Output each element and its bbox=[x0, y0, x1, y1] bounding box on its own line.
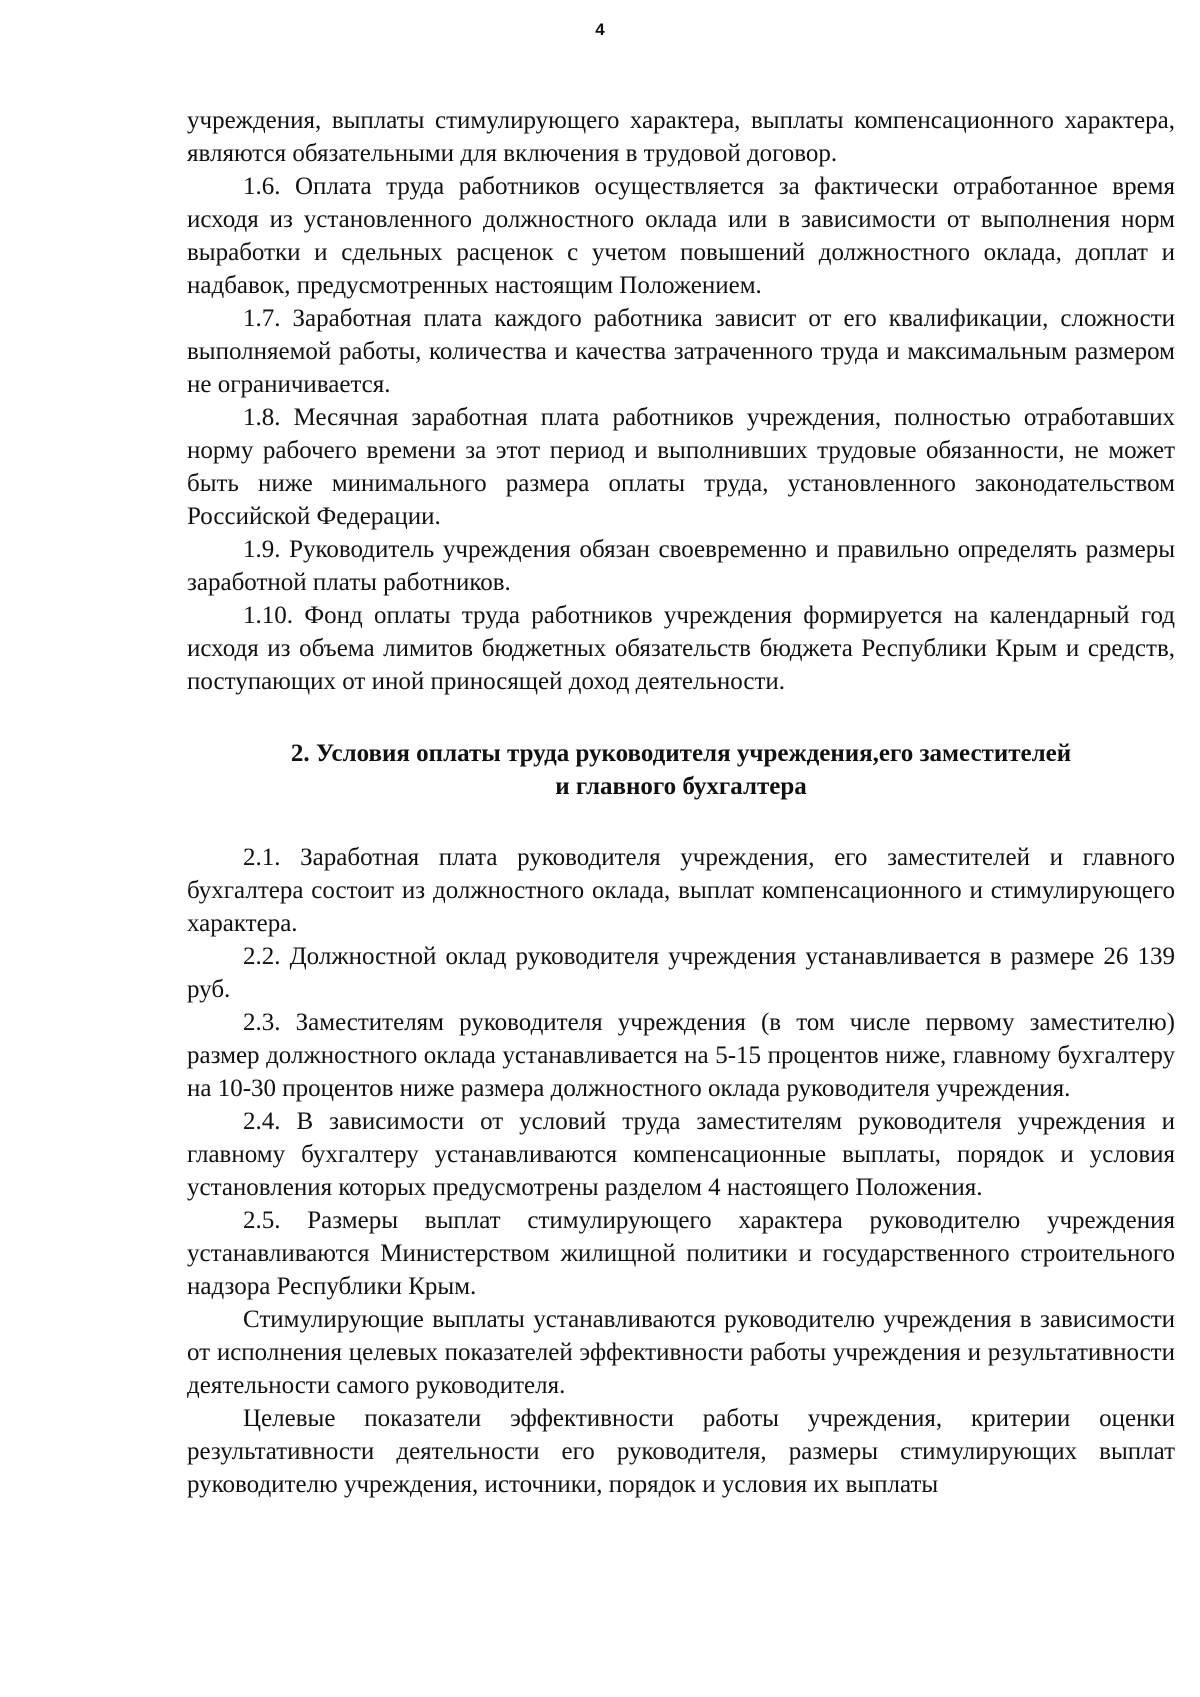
paragraph-incentive-payments: Стимулирующие выплаты устанавливаются руководителю учреждения в зависимости от исполнения целевых показателей эффективности работы учреждения и результативности деятельности самого руководителя. bbox=[187, 1306, 1175, 1399]
clause-2-4: 2.4. В зависимости от условий труда заместителям руководителя учреждения и главному бухгалтеру устанавливаются компенсационные выплаты, порядок и условия установления которых предусмотрены разделом 4 настоящего Положения. bbox=[187, 1108, 1175, 1201]
section-2-heading-line-2: и главного бухгалтера bbox=[555, 773, 807, 800]
clause-2-1: 2.1. Заработная плата руководителя учреждения, его заместителей и главного бухгалтера состоит из должностного оклада, выплат компенсационного и стимулирующего характера. bbox=[187, 844, 1175, 937]
paragraph-continuation: учреждения, выплаты стимулирующего характера, выплаты компенсационного характера, являются обязательными для включения в трудовой договор. bbox=[187, 107, 1175, 167]
section-2-heading-line-1: 2. Условия оплаты труда руководителя учреждения,его заместителей bbox=[290, 740, 1072, 767]
paragraph-target-indicators: Целевые показатели эффективности работы учреждения, критерии оценки результативности деятельности его руководителя, размеры стимулирующих выплат руководителю учреждения, источники, порядок и условия их выплаты bbox=[187, 1405, 1175, 1498]
clause-2-2: 2.2. Должностной оклад руководителя учреждения устанавливается в размере 26 139 руб. bbox=[187, 943, 1175, 1003]
document-body bbox=[187, 104, 1175, 1501]
clause-1-8: 1.8. Месячная заработная плата работников учреждения, полностью отработавших норму рабочего времени за этот период и выполнивших трудовые обязанности, не может быть ниже минимального размера оплаты труда, установленного законодательством Российской Федерации. bbox=[187, 404, 1175, 530]
clause-1-7: 1.7. Заработная плата каждого работника зависит от его квалификации, сложности выполняемой работы, количества и качества затраченного труда и максимальным размером не ограничивается. bbox=[187, 305, 1175, 398]
clause-2-5: 2.5. Размеры выплат стимулирующего характера руководителю учреждения устанавливаются Министерством жилищной политики и государственного строительного надзора Республики Крым. bbox=[187, 1207, 1175, 1300]
clause-1-10: 1.10. Фонд оплаты труда работников учреждения формируется на календарный год исходя из объема лимитов бюджетных обязательств бюджета Республики Крым и средств, поступающих от иной приносящей доход деятельности. bbox=[187, 602, 1175, 695]
clause-1-9: 1.9. Руководитель учреждения обязан своевременно и правильно определять размеры заработной платы работников. bbox=[187, 536, 1175, 596]
clause-2-3: 2.3. Заместителям руководителя учреждения (в том числе первому заместителю) размер должностного оклада устанавливается на 5-15 процентов ниже, главному бухгалтеру на 10-30 процентов ниже размера должностного оклада руководителя учреждения. bbox=[187, 1009, 1175, 1102]
clause-1-6: 1.6. Оплата труда работников осуществляется за фактически отработанное время исходя из установленного должностного оклада или в зависимости от выполнения норм выработки и сдельных расценок с учетом повышений должностного оклада, доплат и надбавок, предусмотренных настоящим Положением. bbox=[187, 173, 1175, 299]
section-2-heading bbox=[187, 737, 1175, 803]
page-number: 4 bbox=[595, 20, 605, 39]
